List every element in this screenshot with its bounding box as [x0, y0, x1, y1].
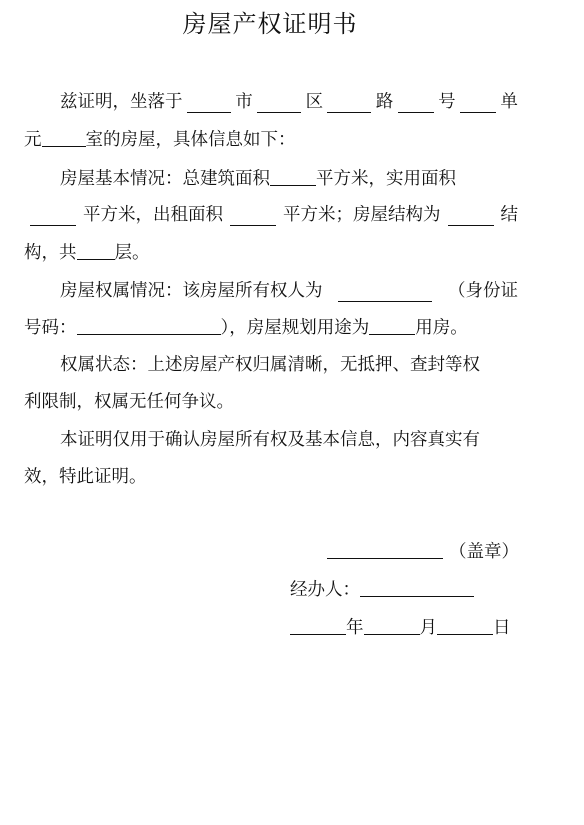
- handler-label: 经办人：: [290, 580, 360, 600]
- paragraph-1-line-1: [60, 91, 518, 113]
- room-blank[interactable]: [42, 128, 86, 147]
- district-label: 区: [305, 92, 324, 112]
- date-row: [290, 616, 511, 639]
- handler-row: [290, 578, 474, 601]
- room-label: 室的房屋，具体信息如下：: [85, 130, 296, 150]
- month-blank[interactable]: [364, 616, 420, 635]
- paragraph-2-line-2: [24, 204, 518, 226]
- unit-label-start: 单: [500, 92, 518, 112]
- usable-area-blank[interactable]: [30, 207, 76, 226]
- month-label: 月: [419, 618, 437, 638]
- usable-area-label: 平方米，实用面积: [316, 169, 456, 189]
- total-area-label: 房屋基本情况：总建筑面积: [60, 169, 270, 189]
- year-blank[interactable]: [290, 616, 346, 635]
- planned-use-label: ），房屋规划用途为: [220, 318, 370, 338]
- year-label: 年: [346, 618, 364, 638]
- rental-area-blank[interactable]: [230, 207, 276, 226]
- paragraph-2-line-1: [60, 167, 456, 190]
- document-title: 房屋产权证明书: [182, 10, 358, 38]
- district-blank[interactable]: [257, 94, 301, 113]
- road-label: 路: [375, 92, 394, 112]
- total-area-blank[interactable]: [270, 167, 316, 186]
- paragraph-4-line-2: 利限制，权属无任何争议。: [24, 392, 234, 412]
- paragraph-4-line-1: 权属状态：上述房屋产权归属清晰，无抵押、查封等权: [60, 355, 480, 375]
- paragraph-1-line-2: [24, 128, 296, 151]
- structure-blank[interactable]: [448, 207, 494, 226]
- owner-label: 房屋权属情况：该房屋所有权人为: [60, 281, 323, 301]
- structure-label: 平方米；房屋结构为: [283, 205, 441, 225]
- seal-blank[interactable]: [327, 540, 443, 559]
- planned-use-blank[interactable]: [369, 316, 415, 335]
- city-blank[interactable]: [187, 94, 231, 113]
- handler-blank[interactable]: [360, 578, 474, 597]
- seal-row: [327, 540, 519, 563]
- id-number-blank[interactable]: [77, 316, 221, 335]
- day-label: 日: [493, 618, 511, 638]
- rental-area-label: 平方米，出租面积: [83, 205, 223, 225]
- paragraph-3-line-1: [60, 280, 518, 302]
- paragraph-5-line-2: 效，特此证明。: [24, 467, 147, 487]
- id-card-label-start: （身份证: [448, 281, 518, 301]
- id-number-label: 号码：: [24, 318, 77, 338]
- location-label: 兹证明，坐落于: [60, 92, 183, 112]
- structure-suffix-start: 结: [500, 205, 518, 225]
- planned-use-suffix: 用房。: [415, 318, 468, 338]
- owner-blank[interactable]: [338, 283, 432, 302]
- floors-suffix: 层。: [114, 243, 150, 263]
- floors-label: 构，共: [24, 243, 77, 263]
- unit-blank[interactable]: [460, 94, 496, 113]
- paragraph-3-line-2: [24, 316, 468, 339]
- number-blank[interactable]: [398, 94, 434, 113]
- paragraph-5-line-1: 本证明仅用于确认房屋所有权及基本信息，内容真实有: [60, 430, 480, 450]
- paragraph-2-line-3: [24, 241, 150, 264]
- number-label: 号: [438, 92, 456, 112]
- day-blank[interactable]: [437, 616, 493, 635]
- city-label: 市: [235, 92, 253, 112]
- road-blank[interactable]: [327, 94, 371, 113]
- floors-blank[interactable]: [77, 241, 115, 260]
- unit-label-end: 元: [24, 130, 42, 150]
- seal-label: （盖章）: [449, 542, 519, 562]
